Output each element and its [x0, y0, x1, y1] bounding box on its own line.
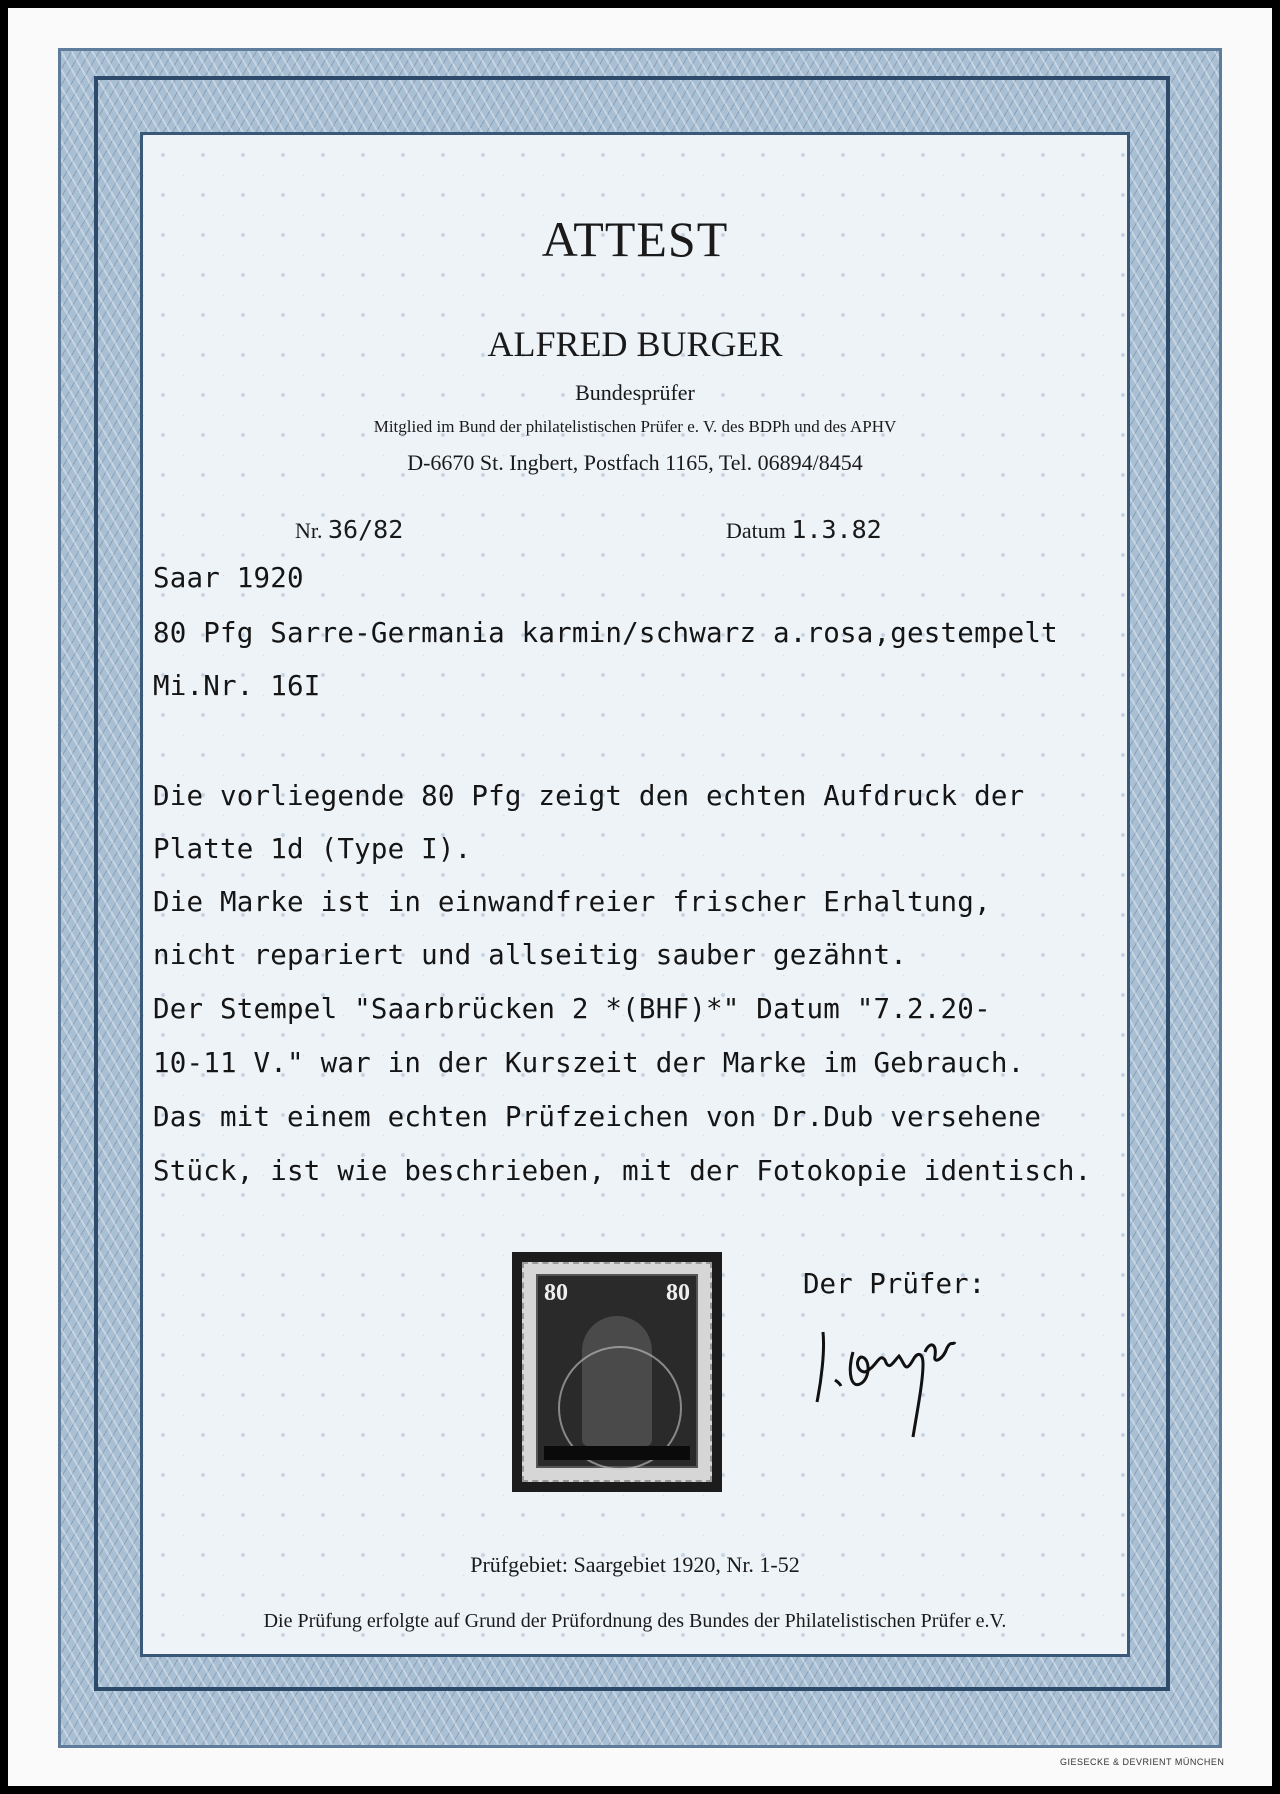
body-line: Der Stempel "Saarbrücken 2 *(BHF)*" Datum "7.2.20-: [153, 993, 991, 1025]
examination-scope: Prüfgebiet: Saargebiet 1920, Nr. 1-52: [470, 1552, 800, 1577]
examination-basis: Die Prüfung erfolgte auf Grund der Prüfordnung des Bundes der Philatelistischen Prüfer e.V.: [263, 1610, 1007, 1632]
body-line: Das mit einem echten Prüfzeichen von Dr.Dub versehene: [153, 1101, 1042, 1133]
stamp-photo: [512, 1252, 722, 1492]
examiner-name: ALFRED BURGER: [487, 324, 783, 364]
certificate-date: [726, 515, 882, 544]
body-line: Die vorliegende 80 Pfg zeigt den echten Aufdruck der: [153, 780, 1025, 812]
datum-value: 1.3.82: [791, 515, 882, 544]
datum-label: Datum: [726, 518, 786, 543]
stamp-design: [536, 1274, 698, 1468]
stamp-paper: [522, 1262, 712, 1482]
body-line: Die Marke ist in einwandfreier frischer Erhaltung,: [153, 886, 991, 918]
certificate-title: ATTEST: [541, 211, 729, 267]
examiner-address: D-6670 St. Ingbert, Postfach 1165, Tel. 06894/8454: [407, 450, 863, 475]
body-line: nicht repariert und allseitig sauber gezähnt.: [153, 939, 908, 971]
stamp-value-right: 80: [666, 1280, 690, 1306]
signature-label: Der Prüfer:: [803, 1268, 986, 1300]
certificate-number: [295, 515, 403, 544]
item-line: Mi.Nr. 16I: [153, 670, 321, 702]
stamp-value-left: 80: [544, 1280, 568, 1306]
nr-label: Nr.: [295, 518, 323, 543]
body-line: Stück, ist wie beschrieben, mit der Fotokopie identisch.: [153, 1155, 1092, 1187]
body-line: 10-11 V." war in der Kurszeit der Marke im Gebrauch.: [153, 1047, 1025, 1079]
printer-imprint: GIESECKE & DEVRIENT MÜNCHEN: [1060, 1757, 1225, 1767]
examiner-signature: [805, 1312, 975, 1442]
body-line: Platte 1d (Type I).: [153, 833, 472, 865]
item-line: Saar 1920: [153, 562, 304, 594]
nr-value: 36/82: [328, 515, 404, 544]
stamp-overprint-bar: [544, 1446, 690, 1460]
examiner-role: Bundesprüfer: [575, 380, 695, 405]
examiner-membership: Mitglied im Bund der philatelistischen Prüfer e. V. des BDPh und des APHV: [373, 417, 897, 436]
item-line: 80 Pfg Sarre-Germania karmin/schwarz a.rosa,gestempelt: [153, 617, 1058, 649]
